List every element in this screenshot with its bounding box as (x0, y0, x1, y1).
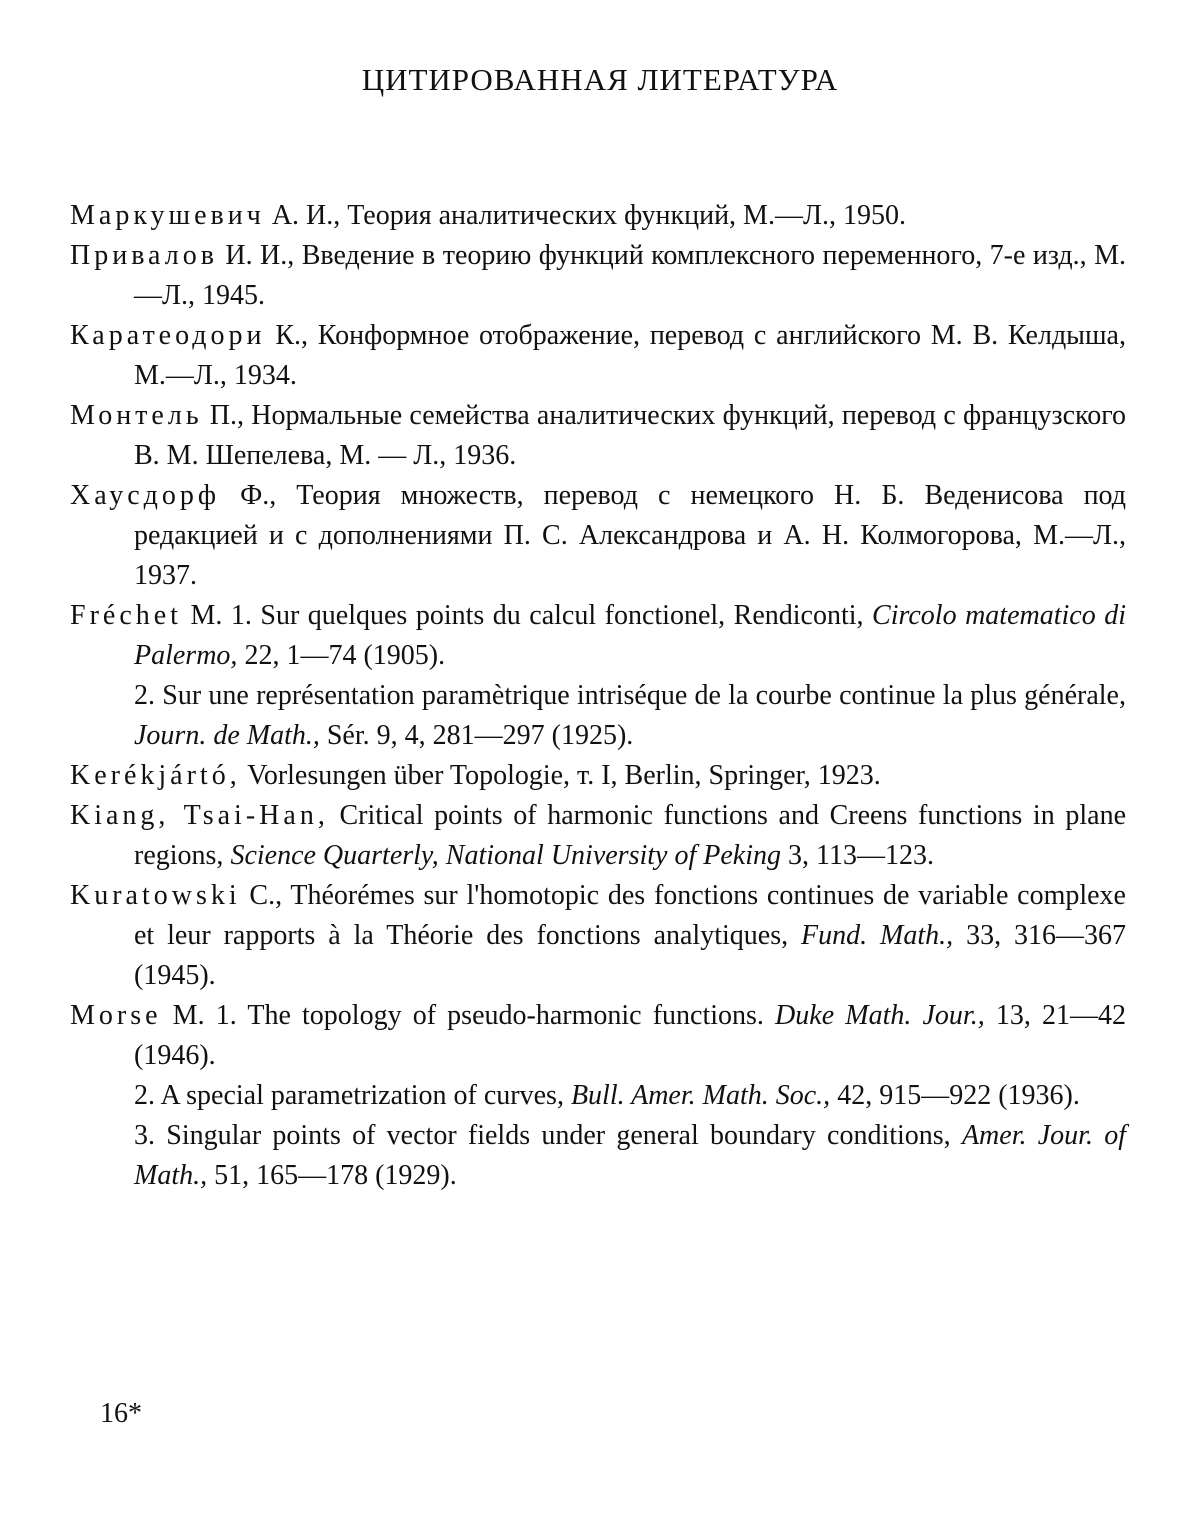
reference-detail: К., Конформное отображение, перевод с английского М. В. Келдыша, М.—Л., 1934. (134, 320, 1126, 391)
reference-entry (70, 476, 1126, 596)
reference-detail: Vorlesungen über Topologie, т. I, Berlin, Springer, 1923. (240, 760, 881, 791)
reference-detail: Sér. 9, 4, 281—297 (1925). (319, 720, 634, 751)
reference-detail: 2. A special parametrization of curves, (134, 1080, 571, 1111)
reference-subitem (70, 676, 1126, 756)
page-title: ЦИТИРОВАННАЯ ЛИТЕРАТУРА (361, 62, 839, 97)
reference-detail: 51, 165—178 (1929). (207, 1160, 457, 1191)
reference-detail: M. 1. The topology of pseudo-harmonic functions. (161, 1000, 776, 1031)
reference-text (70, 596, 1126, 676)
reference-text (70, 796, 1126, 876)
reference-entry (70, 996, 1126, 1196)
reference-entry (70, 396, 1126, 476)
reference-author: Fréchet (70, 600, 182, 631)
reference-journal: Journ. de Math., (134, 720, 320, 751)
reference-author: Kuratowski (70, 880, 241, 911)
reference-journal: Science Quarterly, National University of Peking (230, 840, 781, 871)
reference-entry (70, 196, 1126, 236)
reference-text (70, 876, 1126, 996)
reference-author: Kerékjártó, (70, 760, 241, 791)
reference-detail: 3, 113—123. (780, 840, 934, 871)
reference-detail: C., Théorémes sur l'homotopic des fonctions continues de variable complexe et leur rapports à la Théorie des fonctions analytiques, (134, 880, 1126, 951)
reference-detail: И. И., Введение в теорию функций комплексного переменного, 7-е изд., М.—Л., 1945. (134, 240, 1126, 311)
reference-text (70, 196, 1126, 236)
reference-detail: П., Нормальные семейства аналитических функций, перевод с французского В. М. Шепелева, М. — Л., 1936. (134, 400, 1126, 471)
reference-subitem (70, 1116, 1126, 1196)
reference-text (70, 316, 1126, 396)
reference-detail: 2. Sur une représentation paramètrique intriséque de la courbe continue la plus générale, (134, 680, 1126, 711)
reference-subitem (70, 1076, 1126, 1116)
reference-text (70, 476, 1126, 596)
reference-detail: А. И., Теория аналитических функций, М.—Л., 1950. (264, 200, 906, 231)
reference-detail: M. 1. Sur quelques points du calcul fonctionel, Rendiconti, (181, 600, 873, 631)
reference-entry (70, 796, 1126, 876)
reference-detail: 3. Singular points of vector fields under general boundary conditions, (134, 1120, 962, 1151)
reference-journal: Duke Math. Jour., (775, 1000, 985, 1031)
page-folio: 16* (100, 1398, 142, 1429)
reference-entry (70, 316, 1126, 396)
reference-entry (70, 596, 1126, 756)
reference-text (70, 236, 1126, 316)
reference-detail: Critical points of harmonic functions and Creens functions in plane regions, (134, 800, 1127, 871)
reference-author: Kiang, Tsai-Han, (70, 800, 329, 831)
reference-detail: 33, 316—367 (1945). (134, 920, 1126, 991)
reference-author: Morse (70, 1000, 162, 1031)
reference-journal: Fund. Math., (801, 920, 954, 951)
reference-author: Каратеодори (70, 320, 266, 351)
reference-author: Монтель (70, 400, 203, 431)
reference-journal: Bull. Amer. Math. Soc., (570, 1080, 831, 1111)
reference-journal: Amer. Jour. of Math., (134, 1120, 1126, 1191)
reference-entry (70, 236, 1126, 316)
reference-text (70, 396, 1126, 476)
reference-detail: 13, 21—42 (1946). (134, 1000, 1127, 1071)
reference-author: Маркушевич (70, 200, 265, 231)
reference-detail: 42, 915—922 (1936). (830, 1080, 1080, 1111)
reference-text (70, 756, 1126, 796)
reference-entry (70, 876, 1126, 996)
reference-entry (70, 756, 1126, 796)
reference-detail: 22, 1—74 (1905). (237, 640, 446, 671)
reference-detail: Ф., Теория множеств, перевод с немецкого Н. Б. Веденисова под редакцией и с дополнениями П. С. Александрова и А. Н. Колмогорова, М.—Л., 1937. (134, 480, 1126, 591)
reference-text (70, 996, 1126, 1076)
reference-author: Привалов (70, 240, 218, 271)
reference-journal: Circolo matematico di Palermo, (134, 600, 1126, 671)
reference-author: Хаусдорф (70, 480, 221, 511)
reference-list (70, 196, 1126, 1196)
